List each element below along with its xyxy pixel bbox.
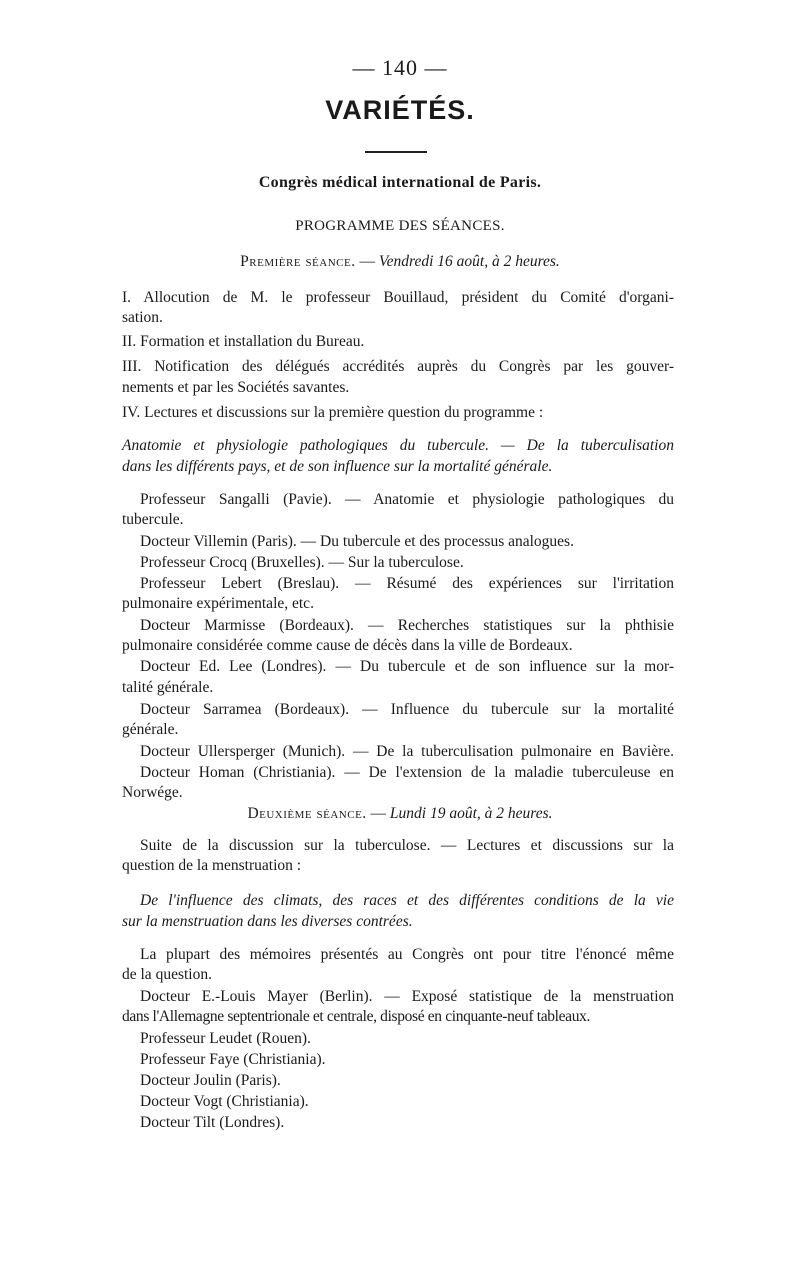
session1-heading bbox=[0, 252, 800, 272]
session2-note-line: de la question. bbox=[122, 966, 212, 983]
speaker-entry: Docteur Ullersperger (Munich). — De la tuberculisation pulmonaire en Bavière. bbox=[140, 743, 674, 760]
speaker-entry: Professeur Crocq (Bruxelles). — Sur la tuberculose. bbox=[140, 554, 464, 571]
session2-dash: — bbox=[366, 805, 390, 822]
session1-date: Vendredi 16 août, à 2 heures. bbox=[378, 253, 560, 270]
congress-title: Congrès médical international de Paris. bbox=[258, 174, 542, 191]
speaker-entry: Docteur Joulin (Paris). bbox=[140, 1072, 281, 1089]
speaker-entry: Norwége. bbox=[122, 784, 183, 801]
session2-note-line: dans l'Allemagne septentrionale et centrale, disposé en cinquante-neuf tableaux. bbox=[122, 1008, 591, 1025]
speaker-entry: talité générale. bbox=[122, 679, 214, 696]
speaker-entry: Docteur Ed. Lee (Londres). — Du tubercule et de son influence sur la mor- bbox=[140, 658, 674, 675]
speaker-entry: Docteur Marmisse (Bordeaux). — Recherches statistiques sur la phthisie bbox=[140, 617, 674, 634]
session1-item: sation. bbox=[122, 309, 163, 326]
session2-intro-line: question de la menstruation : bbox=[122, 857, 302, 874]
question1-line: dans les différents pays, et de son influence sur la mortalité générale. bbox=[122, 458, 553, 475]
session1-item: IV. Lectures et discussions sur la première question du programme : bbox=[122, 404, 544, 421]
programme-heading: PROGRAMME DES SÉANCES. bbox=[295, 218, 505, 234]
speaker-entry: pulmonaire considérée comme cause de décès dans la ville de Bordeaux. bbox=[122, 637, 573, 654]
speaker-entry: Docteur Vogt (Christiania). bbox=[140, 1093, 309, 1110]
speaker-entry: Professeur Faye (Christiania). bbox=[140, 1051, 326, 1068]
speaker-entry: tubercule. bbox=[122, 511, 184, 528]
speaker-entry: Docteur Homan (Christiania). — De l'extension de la maladie tuberculeuse en bbox=[140, 764, 674, 781]
question2-line: De l'influence des climats, des races et des différentes conditions de la vie bbox=[140, 892, 674, 909]
session2-note-line: Docteur E.-Louis Mayer (Berlin). — Exposé statistique de la menstruation bbox=[140, 988, 674, 1005]
session1-item: I. Allocution de M. le professeur Bouillaud, président du Comité d'organi- bbox=[122, 289, 674, 306]
section-title: VARIÉTÉS. bbox=[325, 95, 475, 125]
session2-note-line: La plupart des mémoires présentés au Congrès ont pour titre l'énoncé même bbox=[140, 946, 674, 963]
speaker-entry: Professeur Sangalli (Pavie). — Anatomie et physiologie pathologiques du bbox=[140, 491, 674, 508]
page-number: — 140 — bbox=[352, 55, 448, 80]
speaker-entry: Docteur Tilt (Londres). bbox=[140, 1114, 285, 1131]
question1-line: Anatomie et physiologie pathologiques du tubercule. — De la tuberculisation bbox=[122, 437, 674, 454]
speaker-entry: Professeur Leudet (Rouen). bbox=[140, 1030, 311, 1047]
session2-date: Lundi 19 août, à 2 heures. bbox=[389, 805, 553, 822]
session1-dash: — bbox=[355, 253, 379, 270]
session2-intro-line: Suite de la discussion sur la tuberculose. — Lectures et discussions sur la bbox=[140, 837, 674, 854]
speaker-entry: Docteur Villemin (Paris). — Du tubercule et des processus analogues. bbox=[140, 533, 574, 550]
speaker-entry: Professeur Lebert (Breslau). — Résumé des expériences sur l'irritation bbox=[140, 575, 674, 592]
session1-label: Première séance. bbox=[240, 253, 356, 270]
session1-item: II. Formation et installation du Bureau. bbox=[122, 333, 365, 350]
session2-label: Deuxième séance. bbox=[247, 805, 367, 822]
session1-item: nements et par les Sociétés savantes. bbox=[122, 379, 350, 396]
speaker-entry: pulmonaire expérimentale, etc. bbox=[122, 595, 314, 612]
session2-heading bbox=[0, 804, 800, 824]
title-divider bbox=[365, 151, 427, 153]
question2-line: sur la menstruation dans les diverses contrées. bbox=[122, 913, 413, 930]
session1-item: III. Notification des délégués accrédités auprès du Congrès par les gouver- bbox=[122, 358, 674, 375]
speaker-entry: Docteur Sarramea (Bordeaux). — Influence du tubercule sur la mortalité bbox=[140, 701, 674, 718]
speaker-entry: générale. bbox=[122, 721, 179, 738]
